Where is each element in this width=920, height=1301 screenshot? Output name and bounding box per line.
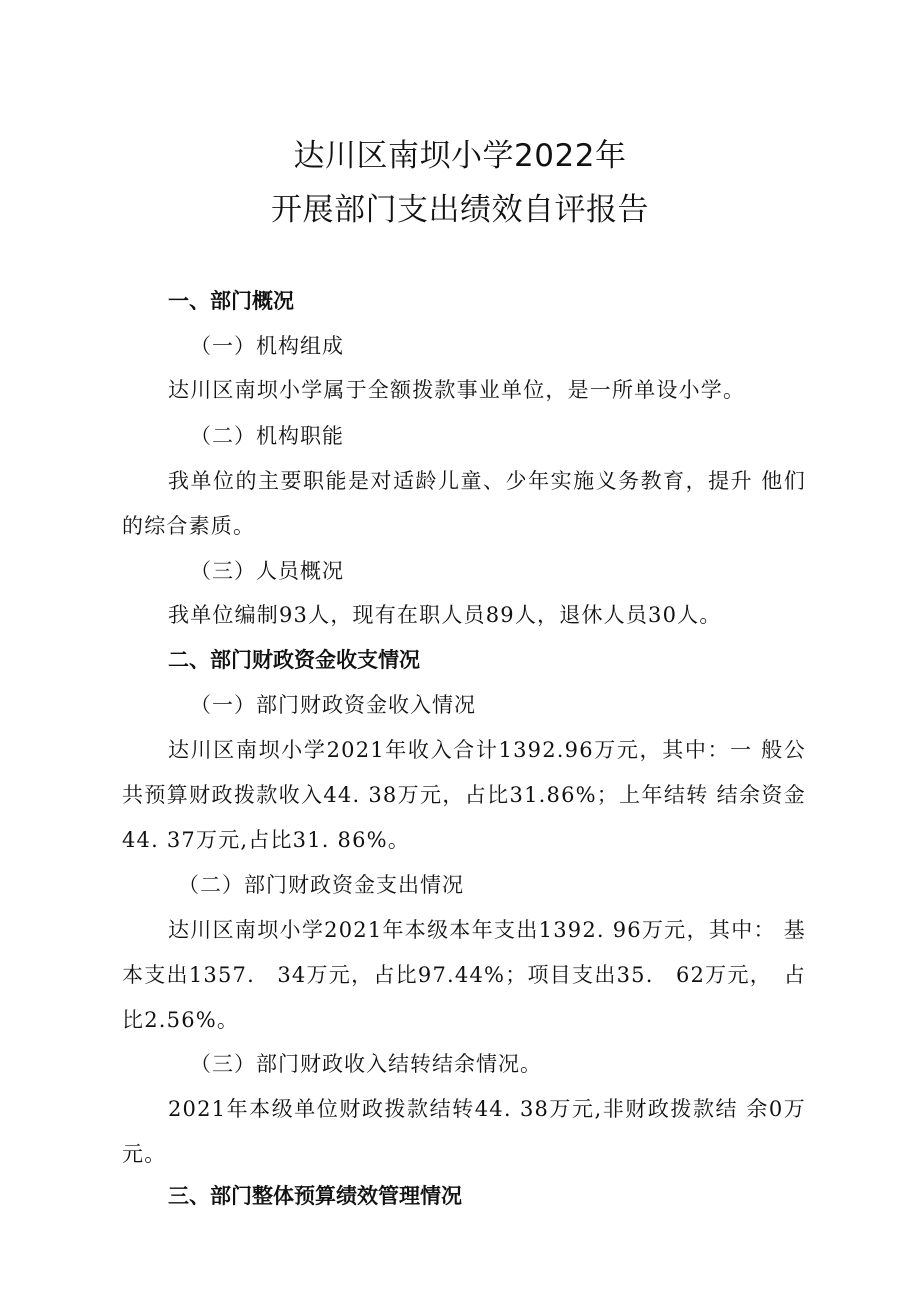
subheading-income: （一）部门财政资金收入情况 [190, 693, 476, 717]
section-heading-finance: 二、部门财政资金收支情况 [168, 648, 420, 672]
section-heading-overview: 一、部门概况 [168, 289, 294, 313]
paragraph-organization: 达川区南坝小学属于全额拨款事业单位，是一所单设小学。 [168, 378, 746, 402]
paragraph-carryover: 2021年本级单位财政拨款结转44. 38万元,非财政拨款结 余0万元。 [122, 1097, 806, 1166]
paragraph-personnel: 我单位编制93人，现有在职人员89人，退休人员30人。 [168, 603, 722, 627]
paragraph-functions: 我单位的主要职能是对适龄儿童、少年实施义务教育，提升 他们的综合素质。 [122, 469, 806, 538]
paragraph-income: 达川区南坝小学2021年收入合计1392.96万元，其中：一 般公共预算财政拨款收入44. 38万元，占比31.86%；上年结转 结余资金44. 37万元,占比31. 86%。 [122, 738, 806, 852]
subheading-expenditure: （二）部门财政资金支出情况 [178, 873, 464, 897]
subheading-personnel: （三）人员概况 [190, 559, 344, 583]
document-title-line-2: 开展部门支出绩效自评报告 [271, 192, 649, 228]
subheading-functions: （二）机构职能 [190, 424, 344, 448]
subheading-organization: （一）机构组成 [190, 334, 344, 358]
subheading-carryover: （三）部门财政收入结转结余情况。 [190, 1052, 542, 1076]
section-heading-performance: 三、部门整体预算绩效管理情况 [168, 1184, 462, 1208]
document-title-line-1: 达川区南坝小学2022年 [293, 138, 627, 174]
paragraph-expenditure: 达川区南坝小学2021年本级本年支出1392. 96万元，其中： 基本支出1357. 34万元，占比97.44%；项目支出35. 62万元， 占比2.56%。 [122, 918, 806, 1032]
